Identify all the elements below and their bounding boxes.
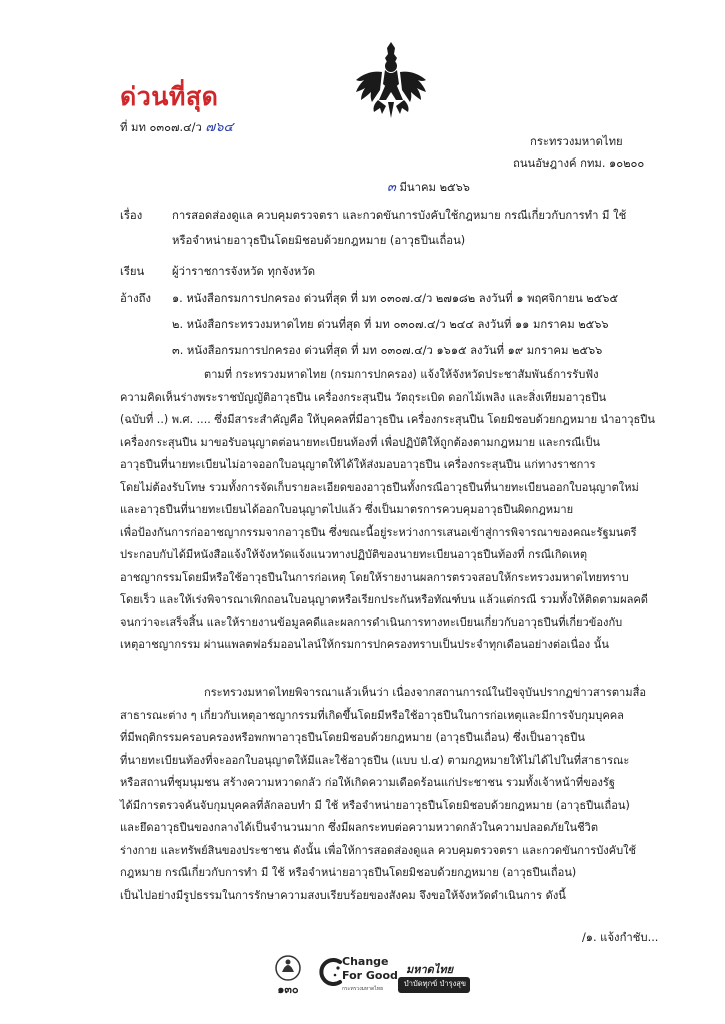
salutation-recipient: ผู้ว่าราชการจังหวัด ทุกจังหวัด (172, 265, 316, 278)
document-number (120, 118, 233, 137)
reference-item: ๑. หนังสือกรมการปกครอง ด่วนที่สุด ที่ มท ๐๓๐๗.๔/ว ๒๗๑๘๒ ลงวันที่ ๑ พฤศจิกายน ๒๕๖๕ (172, 292, 619, 305)
document-number-prefix: ที่ มท ๐๓๐๗.๔/ว (120, 121, 202, 134)
mahadthai-slogan-logo (398, 960, 472, 1000)
change-for-good-logo (318, 954, 396, 1000)
date-month-year: มีนาคม ๒๕๖๖ (399, 181, 470, 194)
paragraph-line: โดยไม่ต้องรับโทษ รวมทั้งการจัดเก็บรายละเอียดของอาวุธปืนทั้งกรณีอาวุธปืนที่นายทะเบียนออกใบอนุญาตใหม่ (120, 480, 639, 494)
reference-label: อ้างถึง (120, 292, 152, 305)
subject-line-2: หรือจำหน่ายอาวุธปืนโดยมิชอบด้วยกฎหมาย (อาวุธปืนเถื่อน) (172, 234, 466, 247)
body-paragraph-1 (120, 364, 680, 657)
body-paragraph-2 (120, 682, 680, 907)
anniversary-logo (266, 952, 310, 998)
paragraph-line: ที่นายทะเบียนท้องที่จะออกใบอนุญาตให้มีและใช้อาวุธปืน (แบบ ป.๔) ตามกฎหมายให้ไม่ได้ไปในที่สาธารณะ (120, 753, 630, 767)
ministry-address: ถนนอัษฎางค์ กทม. ๑๐๒๐๐ (513, 157, 645, 170)
garuda-emblem (352, 40, 430, 122)
subject-line-1: การสอดส่องดูแล ควบคุมตรวจตรา และกวดขันการบังคับใช้กฎหมาย กรณีเกี่ยวกับการทำ มี ใช้ (172, 209, 627, 222)
logo-for-good-text: For Good (342, 969, 398, 982)
paragraph-line: โดยเร็ว และให้เร่งพิจารณาเพิกถอนใบอนุญาตหรือเรียกประกันหรือทัณฑ์บน แล้วแต่กรณี รวมทั้งให้ติดตามผลคดี (120, 593, 648, 606)
slogan-text: บำบัดทุกข์ บำรุงสุข (404, 979, 466, 988)
paragraph-line: กฎหมาย กรณีเกี่ยวกับการทำ มี ใช้ หรือจำหน่ายอาวุธปืนโดยมิชอบด้วยกฎหมาย (อาวุธปืนเถื่อน) (120, 866, 577, 879)
paragraph-line: หรือสถานที่ชุมนุมชน สร้างความหวาดกลัว ก่อให้เกิดความเดือดร้อนแก่ประชาชน รวมทั้งเจ้าหน้าที่ของรัฐ (120, 776, 615, 789)
urgency-stamp: ด่วนที่สุด (120, 82, 219, 111)
reference-item: ๒. หนังสือกระทรวงมหาดไทย ด่วนที่สุด ที่ มท ๐๓๐๗.๔/ว ๒๔๔ ลงวันที่ ๑๑ มกราคม ๒๕๖๖ (172, 318, 609, 331)
paragraph-line: ประกอบกับได้มีหนังสือแจ้งให้จังหวัดแจ้งแนวทางปฏิบัติของนายทะเบียนอาวุธปืนท้องที่ กรณีเกิดเหตุ (120, 548, 588, 561)
paragraph-line: จนกว่าจะเสร็จสิ้น และให้รายงานข้อมูลคดีและผลการดำเนินการทางทะเบียนเกี่ยวกับอาวุธปืนที่เกี่ยวข้องกับ (120, 615, 623, 629)
paragraph-line: ร่างกาย และทรัพย์สินของประชาชน ดังนั้น เพื่อให้การสอดส่องดูแล ควบคุมตรวจตรา และกวดขันการบังคับใช้ (120, 843, 637, 857)
paragraph-line: (ฉบับที่ ..) พ.ศ. .... ซึ่งมีสาระสำคัญคือ ให้บุคคลที่มีอาวุธปืน เครื่องกระสุนปืน โดยมิชอบด้วยกฎหมาย นำอาวุธปืน (120, 413, 655, 426)
continuation-marker: /๑. แจ้งกำชับ... (582, 931, 659, 944)
salutation-label: เรียน (120, 265, 145, 278)
paragraph-line: เพื่อป้องกันการก่ออาชญากรรมจากอาวุธปืน ซึ่งขณะนี้อยู่ระหว่างการเสนอเข้าสู่การพิจารณาของคณะรัฐมนตรี (120, 525, 637, 539)
paragraph-line: เครื่องกระสุนปืน มาขอรับอนุญาตต่อนายทะเบียนท้องที่ เพื่อปฏิบัติให้ถูกต้องตามกฎหมาย และกรณีเป็น (120, 435, 600, 449)
reference-item: ๓. หนังสือกรมการปกครอง ด่วนที่สุด ที่ มท ๐๓๐๗.๔/ว ๑๖๑๕ ลงวันที่ ๑๙ มกราคม ๒๕๖๖ (172, 344, 603, 357)
paragraph-line: ที่มีพฤติกรรมครอบครองหรือพกพาอาวุธปืนโดยมิชอบด้วยกฎหมาย (อาวุธปืนเถื่อน) ซึ่งเป็นอาวุธปืน (120, 731, 585, 744)
subject-label: เรื่อง (120, 209, 143, 222)
paragraph-line: ตามที่ กระทรวงมหาดไทย (กรมการปกครอง) แจ้งให้จังหวัดประชาสัมพันธ์การรับฟัง (204, 368, 599, 381)
paragraph-line: ได้มีการตรวจค้นจับกุมบุคคลที่ลักลอบทำ มี ใช้ หรือจำหน่ายอาวุธปืนโดยมิชอบด้วยกฎหมาย (อาวุธปืนเถื่อน) (120, 798, 630, 812)
paragraph-line: และอาวุธปืนที่นายทะเบียนได้ออกใบอนุญาตไปแล้ว ซึ่งเป็นมาตรการควบคุมอาวุธปืนผิดกฎหมาย (120, 503, 574, 516)
paragraph-line: อาชญากรรมโดยมีหรือใช้อาวุธปืนในการก่อเหตุ โดยให้รายงานผลการตรวจสอบให้กระทรวงมหาดไทยทราบ (120, 570, 629, 584)
anniversary-number: ๑๓๐ (277, 983, 299, 996)
ministry-name: กระทรวงมหาดไทย (530, 135, 623, 148)
paragraph-line: สาธารณะต่าง ๆ เกี่ยวกับเหตุอาชญากรรมที่เกิดขึ้นโดยมีหรือใช้อาวุธปืนในการก่อเหตุและมีการจับกุมบุคคล (120, 708, 624, 722)
paragraph-line: เหตุอาชญากรรม ผ่านแพลตฟอร์มออนไลน์ให้กรมการปกครองทราบเป็นประจำทุกเดือนอย่างต่อเนื่อง นั้น (120, 638, 609, 651)
logo-change-text: Change (342, 955, 389, 968)
logo-ministry-small-text: กระทรวงมหาดไทย (342, 986, 384, 992)
paragraph-line: อาวุธปืนที่นายทะเบียนไม่อาจออกใบอนุญาตให้ได้ให้ส่งมอบอาวุธปืน เครื่องกระสุนปืน แก่ทางราชการ (120, 458, 596, 471)
swirl-c-icon (318, 956, 344, 988)
document-date (387, 178, 470, 197)
document-number-handwritten: ๗๖๔ (205, 120, 234, 135)
date-day-handwritten: ๓ (387, 180, 396, 195)
anniversary-emblem-icon (266, 952, 310, 982)
slogan-title: มหาดไทย (406, 963, 454, 976)
paragraph-line: เป็นไปอย่างมีรูปธรรมในการรักษาความสงบเรียบร้อยของสังคม จึงขอให้จังหวัดดำเนินการ ดังนี้ (120, 888, 566, 902)
paragraph-line: ความคิดเห็นร่างพระราชบัญญัติอาวุธปืน เครื่องกระสุนปืน วัตถุระเบิด ดอกไม้เพลิง และสิ่งเทียมอาวุธปืน (120, 390, 607, 404)
paragraph-line: และยึดอาวุธปืนของกลางได้เป็นจำนวนมาก ซึ่งมีผลกระทบต่อความหวาดกลัวในความปลอดภัยในชีวิต (120, 821, 599, 834)
paragraph-line: กระทรวงมหาดไทยพิจารณาแล้วเห็นว่า เนื่องจากสถานการณ์ในปัจจุบันปรากฏข่าวสารตามสื่อ (204, 686, 647, 699)
